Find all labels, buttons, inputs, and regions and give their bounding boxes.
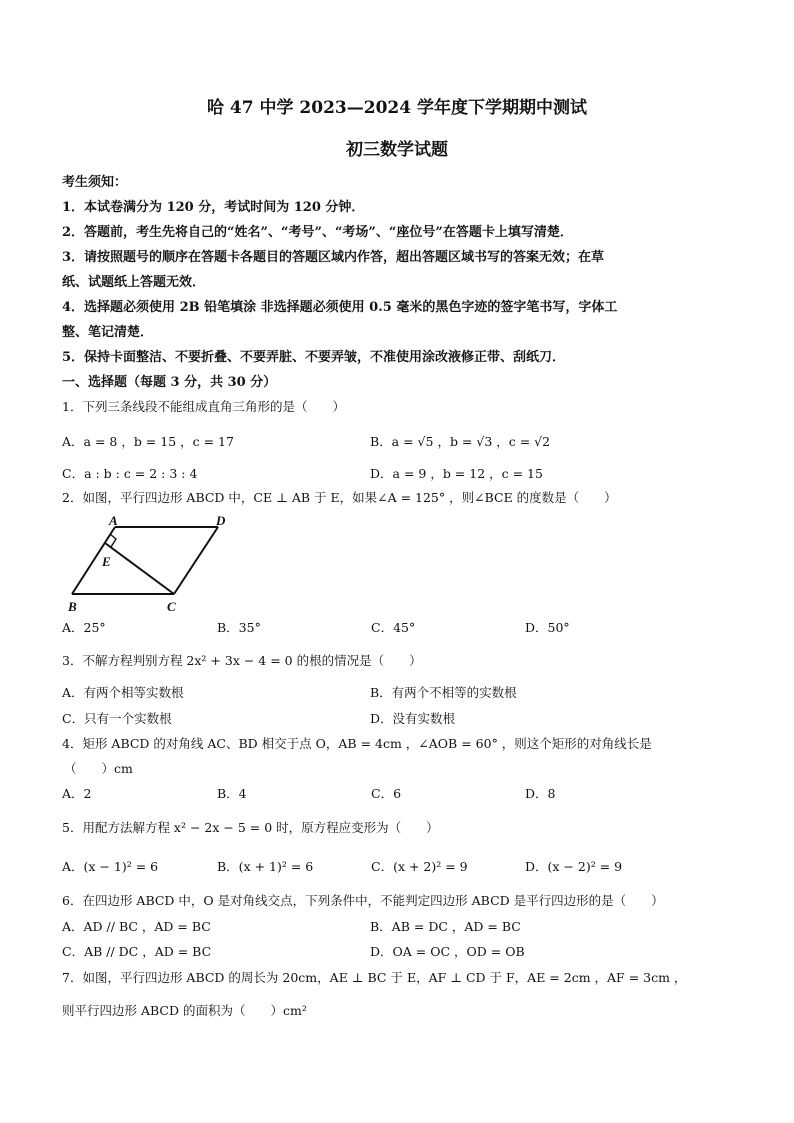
q5-option-a: A．(x − 1)² = 6 [62, 859, 159, 874]
q4-option-c: C．6 [371, 786, 402, 801]
question-4-stem: 4．矩形 ABCD 的对角线 AC、BD 相交于点 O，AB = 4cm ，∠AOB = 60° ，则这个矩形的对角线长是 [62, 736, 652, 751]
section-heading: 一、选择题（每题 3 分，共 30 分） [62, 375, 277, 390]
q6-option-b: B．AB = DC ，AD = BC [370, 919, 521, 934]
label-c: C [167, 599, 176, 614]
question-7-stem-cont: 则平行四边形 ABCD 的面积为（ ）cm² [62, 1003, 307, 1018]
q5-option-c: C．(x + 2)² = 9 [371, 859, 468, 874]
q1-option-a: A．a = 8 ，b = 15 ，c = 17 [62, 434, 234, 449]
notice-item: 1．本试卷满分为 120 分，考试时间为 120 分钟． [62, 200, 365, 215]
right-angle-mark [110, 534, 116, 547]
q4-option-d: D．8 [525, 786, 556, 801]
notice-heading: 考生须知： [62, 175, 128, 190]
exam-subtitle: 初三数学试题 [346, 140, 448, 160]
question-3-stem: 3．不解方程判别方程 2x² + 3x − 4 = 0 的根的情况是（ ） [62, 653, 422, 668]
notice-item: 5．保持卡面整洁、不要折叠、不要弄脏、不要弄皱，不准使用涂改液修正带、刮纸刀． [62, 350, 566, 365]
notice-item: 纸、试题纸上答题无效． [62, 275, 206, 290]
q5-option-d: D．(x − 2)² = 9 [525, 859, 623, 874]
q1-option-b: B．a = √5 ，b = √3 ，c = √2 [370, 434, 551, 449]
question-5-stem: 5．用配方法解方程 x² − 2x − 5 = 0 时，原方程应变形为（ ） [62, 820, 439, 835]
edge-cd [174, 527, 218, 594]
label-e: E [102, 554, 111, 569]
question-7-stem: 7．如图，平行四边形 ABCD 的周长为 20cm，AE ⊥ BC 于 E，AF ⊥ CD 于 F，AE = 2cm ，AF = 3cm ， [62, 970, 687, 985]
q2-option-c: C．45° [371, 620, 416, 635]
question-4-stem-cont: （ ）cm [64, 761, 133, 776]
q3-option-d: D．没有实数根 [370, 711, 456, 726]
q3-option-c: C．只有一个实数根 [62, 711, 172, 726]
parallelogram-figure [60, 510, 240, 615]
question-2-stem: 2．如图，平行四边形 ABCD 中，CE ⊥ AB 于 E，如果∠A = 125° ，则∠BCE 的度数是（ ） [62, 490, 617, 505]
notice-item: 3．请按照题号的顺序在答题卡各题目的答题区域内作答，超出答题区域书写的答案无效；在草 [62, 250, 605, 265]
exam-title: 哈 47 中学 2023—2024 学年度下学期期中测试 [207, 98, 587, 118]
q1-option-d: D．a = 9 ，b = 12 ，c = 15 [370, 466, 543, 481]
notice-item: 4．选择题必须使用 2B 铅笔填涂 非选择题必须使用 0.5 毫米的黑色字迹的签字笔书写，字体工 [62, 300, 618, 315]
question-1-stem: 1．下列三条线段不能组成直角三角形的是（ ） [62, 399, 345, 414]
q2-option-a: A．25° [62, 620, 106, 635]
q6-option-a: A．AD // BC ，AD = BC [62, 919, 211, 934]
q2-option-b: B．35° [217, 620, 261, 635]
question-6-stem: 6．在四边形 ABCD 中，O 是对角线交点，下列条件中，不能判定四边形 ABCD 是平行四边形的是（ ） [62, 893, 664, 908]
label-a: A [109, 513, 118, 528]
q4-option-b: B．4 [217, 786, 247, 801]
label-b: B [68, 599, 77, 614]
label-d: D [216, 513, 226, 528]
q3-option-b: B．有两个不相等的实数根 [370, 685, 517, 700]
q6-option-c: C．AB // DC ，AD = BC [62, 944, 212, 959]
q3-option-a: A．有两个相等实数根 [62, 685, 184, 700]
q5-option-b: B．(x + 1)² = 6 [217, 859, 314, 874]
q6-option-d: D．OA = OC ，OD = OB [370, 944, 525, 959]
q1-option-c: C．a : b : c = 2 : 3 : 4 [62, 466, 198, 481]
q4-option-a: A．2 [62, 786, 92, 801]
notice-item: 整、笔记清楚． [62, 325, 154, 340]
segment-ce [105, 543, 174, 594]
notice-item: 2．答题前，考生先将自己的“姓名”、“考号”、“考场”、“座位号”在答题卡上填写清楚． [62, 225, 573, 240]
q2-option-d: D．50° [525, 620, 570, 635]
